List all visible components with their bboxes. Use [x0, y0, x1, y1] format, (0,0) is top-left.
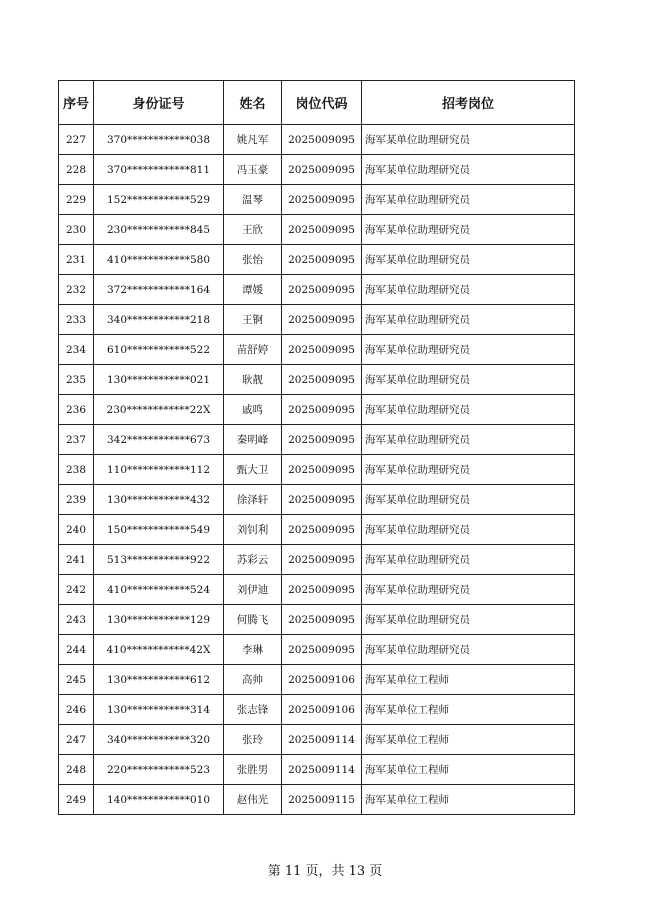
cell-index: 241 [59, 545, 94, 575]
cell-id-number: 410************524 [94, 575, 224, 605]
cell-index: 242 [59, 575, 94, 605]
cell-post-code: 2025009115 [282, 785, 362, 815]
cell-name: 刘伊迪 [224, 575, 282, 605]
cell-post-code: 2025009095 [282, 185, 362, 215]
cell-id-number: 130************432 [94, 485, 224, 515]
cell-post-title: 海军某单位助理研究员 [362, 575, 575, 605]
cell-name: 耿靓 [224, 365, 282, 395]
cell-id-number: 370************811 [94, 155, 224, 185]
cell-index: 238 [59, 455, 94, 485]
table-row [59, 755, 575, 785]
cell-index: 230 [59, 215, 94, 245]
cell-id-number: 130************612 [94, 665, 224, 695]
cell-index: 227 [59, 125, 94, 155]
cell-name: 张胜男 [224, 755, 282, 785]
cell-id-number: 340************218 [94, 305, 224, 335]
table-row [59, 335, 575, 365]
cell-index: 245 [59, 665, 94, 695]
cell-name: 姚凡军 [224, 125, 282, 155]
cell-id-number: 410************580 [94, 245, 224, 275]
cell-index: 228 [59, 155, 94, 185]
cell-id-number: 370************038 [94, 125, 224, 155]
cell-id-number: 130************021 [94, 365, 224, 395]
cell-post-code: 2025009114 [282, 755, 362, 785]
cell-post-code: 2025009095 [282, 365, 362, 395]
cell-id-number: 152************529 [94, 185, 224, 215]
cell-post-title: 海军某单位助理研究员 [362, 635, 575, 665]
cell-name: 张玲 [224, 725, 282, 755]
cell-index: 237 [59, 425, 94, 455]
cell-post-code: 2025009095 [282, 215, 362, 245]
cell-name: 苗舒婷 [224, 335, 282, 365]
cell-index: 233 [59, 305, 94, 335]
cell-id-number: 410************42X [94, 635, 224, 665]
cell-post-code: 2025009095 [282, 485, 362, 515]
cell-index: 236 [59, 395, 94, 425]
table-row [59, 725, 575, 755]
cell-post-title: 海军某单位助理研究员 [362, 125, 575, 155]
cell-post-title: 海军某单位助理研究员 [362, 485, 575, 515]
cell-post-title: 海军某单位工程师 [362, 665, 575, 695]
cell-post-title: 海军某单位助理研究员 [362, 545, 575, 575]
cell-name: 戚鸣 [224, 395, 282, 425]
cell-index: 229 [59, 185, 94, 215]
cell-post-code: 2025009095 [282, 395, 362, 425]
cell-index: 240 [59, 515, 94, 545]
cell-id-number: 610************522 [94, 335, 224, 365]
cell-post-code: 2025009095 [282, 125, 362, 155]
page-footer [0, 860, 650, 879]
table-row [59, 575, 575, 605]
cell-post-code: 2025009114 [282, 725, 362, 755]
cell-index: 246 [59, 695, 94, 725]
cell-id-number: 110************112 [94, 455, 224, 485]
table-row [59, 245, 575, 275]
cell-post-code: 2025009095 [282, 305, 362, 335]
cell-name: 李琳 [224, 635, 282, 665]
cell-post-code: 2025009106 [282, 665, 362, 695]
header-post-code: 岗位代码 [282, 81, 362, 125]
cell-index: 247 [59, 725, 94, 755]
cell-post-title: 海军某单位助理研究员 [362, 605, 575, 635]
cell-post-title: 海军某单位工程师 [362, 755, 575, 785]
table-row [59, 215, 575, 245]
cell-name: 赵伟光 [224, 785, 282, 815]
cell-id-number: 130************129 [94, 605, 224, 635]
cell-post-title: 海军某单位助理研究员 [362, 185, 575, 215]
cell-post-code: 2025009095 [282, 575, 362, 605]
cell-id-number: 372************164 [94, 275, 224, 305]
cell-index: 235 [59, 365, 94, 395]
cell-id-number: 513************922 [94, 545, 224, 575]
cell-post-title: 海军某单位助理研究员 [362, 395, 575, 425]
cell-name: 王锕 [224, 305, 282, 335]
cell-index: 249 [59, 785, 94, 815]
cell-post-title: 海军某单位助理研究员 [362, 275, 575, 305]
table-row [59, 185, 575, 215]
table-body [59, 125, 575, 815]
cell-post-title: 海军某单位工程师 [362, 695, 575, 725]
table-row [59, 515, 575, 545]
cell-name: 温琴 [224, 185, 282, 215]
cell-post-code: 2025009095 [282, 455, 362, 485]
table-row [59, 485, 575, 515]
cell-id-number: 220************523 [94, 755, 224, 785]
table-header-row [59, 81, 575, 125]
cell-index: 248 [59, 755, 94, 785]
table-row [59, 365, 575, 395]
candidate-table [58, 80, 575, 815]
cell-post-code: 2025009095 [282, 515, 362, 545]
table-row [59, 605, 575, 635]
table-row [59, 665, 575, 695]
table-row [59, 305, 575, 335]
table-row [59, 785, 575, 815]
cell-index: 234 [59, 335, 94, 365]
cell-post-title: 海军某单位助理研究员 [362, 335, 575, 365]
cell-name: 谭媛 [224, 275, 282, 305]
cell-id-number: 230************845 [94, 215, 224, 245]
cell-name: 高帅 [224, 665, 282, 695]
cell-name: 何腾飞 [224, 605, 282, 635]
cell-post-title: 海军某单位助理研究员 [362, 455, 575, 485]
cell-name: 张怡 [224, 245, 282, 275]
table-row [59, 455, 575, 485]
cell-index: 239 [59, 485, 94, 515]
cell-id-number: 230************22X [94, 395, 224, 425]
cell-post-title: 海军某单位助理研究员 [362, 305, 575, 335]
cell-post-title: 海军某单位助理研究员 [362, 515, 575, 545]
cell-post-title: 海军某单位助理研究员 [362, 425, 575, 455]
cell-id-number: 150************549 [94, 515, 224, 545]
cell-name: 苏彩云 [224, 545, 282, 575]
cell-index: 231 [59, 245, 94, 275]
cell-post-code: 2025009095 [282, 275, 362, 305]
cell-name: 冯玉豪 [224, 155, 282, 185]
cell-post-code: 2025009095 [282, 245, 362, 275]
cell-post-code: 2025009095 [282, 635, 362, 665]
cell-name: 徐泽轩 [224, 485, 282, 515]
cell-post-title: 海军某单位工程师 [362, 725, 575, 755]
cell-id-number: 340************320 [94, 725, 224, 755]
header-id-number: 身份证号 [94, 81, 224, 125]
cell-post-title: 海军某单位助理研究员 [362, 365, 575, 395]
cell-id-number: 130************314 [94, 695, 224, 725]
cell-post-title: 海军某单位助理研究员 [362, 155, 575, 185]
table-row [59, 545, 575, 575]
cell-name: 王欣 [224, 215, 282, 245]
cell-name: 刘钊利 [224, 515, 282, 545]
cell-name: 秦明峰 [224, 425, 282, 455]
cell-post-title: 海军某单位助理研究员 [362, 215, 575, 245]
cell-name: 张志锋 [224, 695, 282, 725]
page-number-label: 第 11 页，共 13 页 [267, 864, 383, 879]
table-row [59, 155, 575, 185]
table-row [59, 395, 575, 425]
cell-index: 232 [59, 275, 94, 305]
table-row [59, 635, 575, 665]
header-name: 姓名 [224, 81, 282, 125]
cell-post-code: 2025009095 [282, 605, 362, 635]
header-post-title: 招考岗位 [362, 81, 575, 125]
cell-post-title: 海军某单位助理研究员 [362, 245, 575, 275]
header-index: 序号 [59, 81, 94, 125]
table-row [59, 275, 575, 305]
cell-name: 甄大卫 [224, 455, 282, 485]
table-row [59, 425, 575, 455]
cell-post-title: 海军某单位工程师 [362, 785, 575, 815]
table-row [59, 695, 575, 725]
cell-post-code: 2025009095 [282, 155, 362, 185]
cell-post-code: 2025009095 [282, 545, 362, 575]
cell-id-number: 140************010 [94, 785, 224, 815]
cell-index: 244 [59, 635, 94, 665]
table-row [59, 125, 575, 155]
cell-post-code: 2025009106 [282, 695, 362, 725]
cell-post-code: 2025009095 [282, 425, 362, 455]
cell-post-code: 2025009095 [282, 335, 362, 365]
cell-index: 243 [59, 605, 94, 635]
cell-id-number: 342************673 [94, 425, 224, 455]
